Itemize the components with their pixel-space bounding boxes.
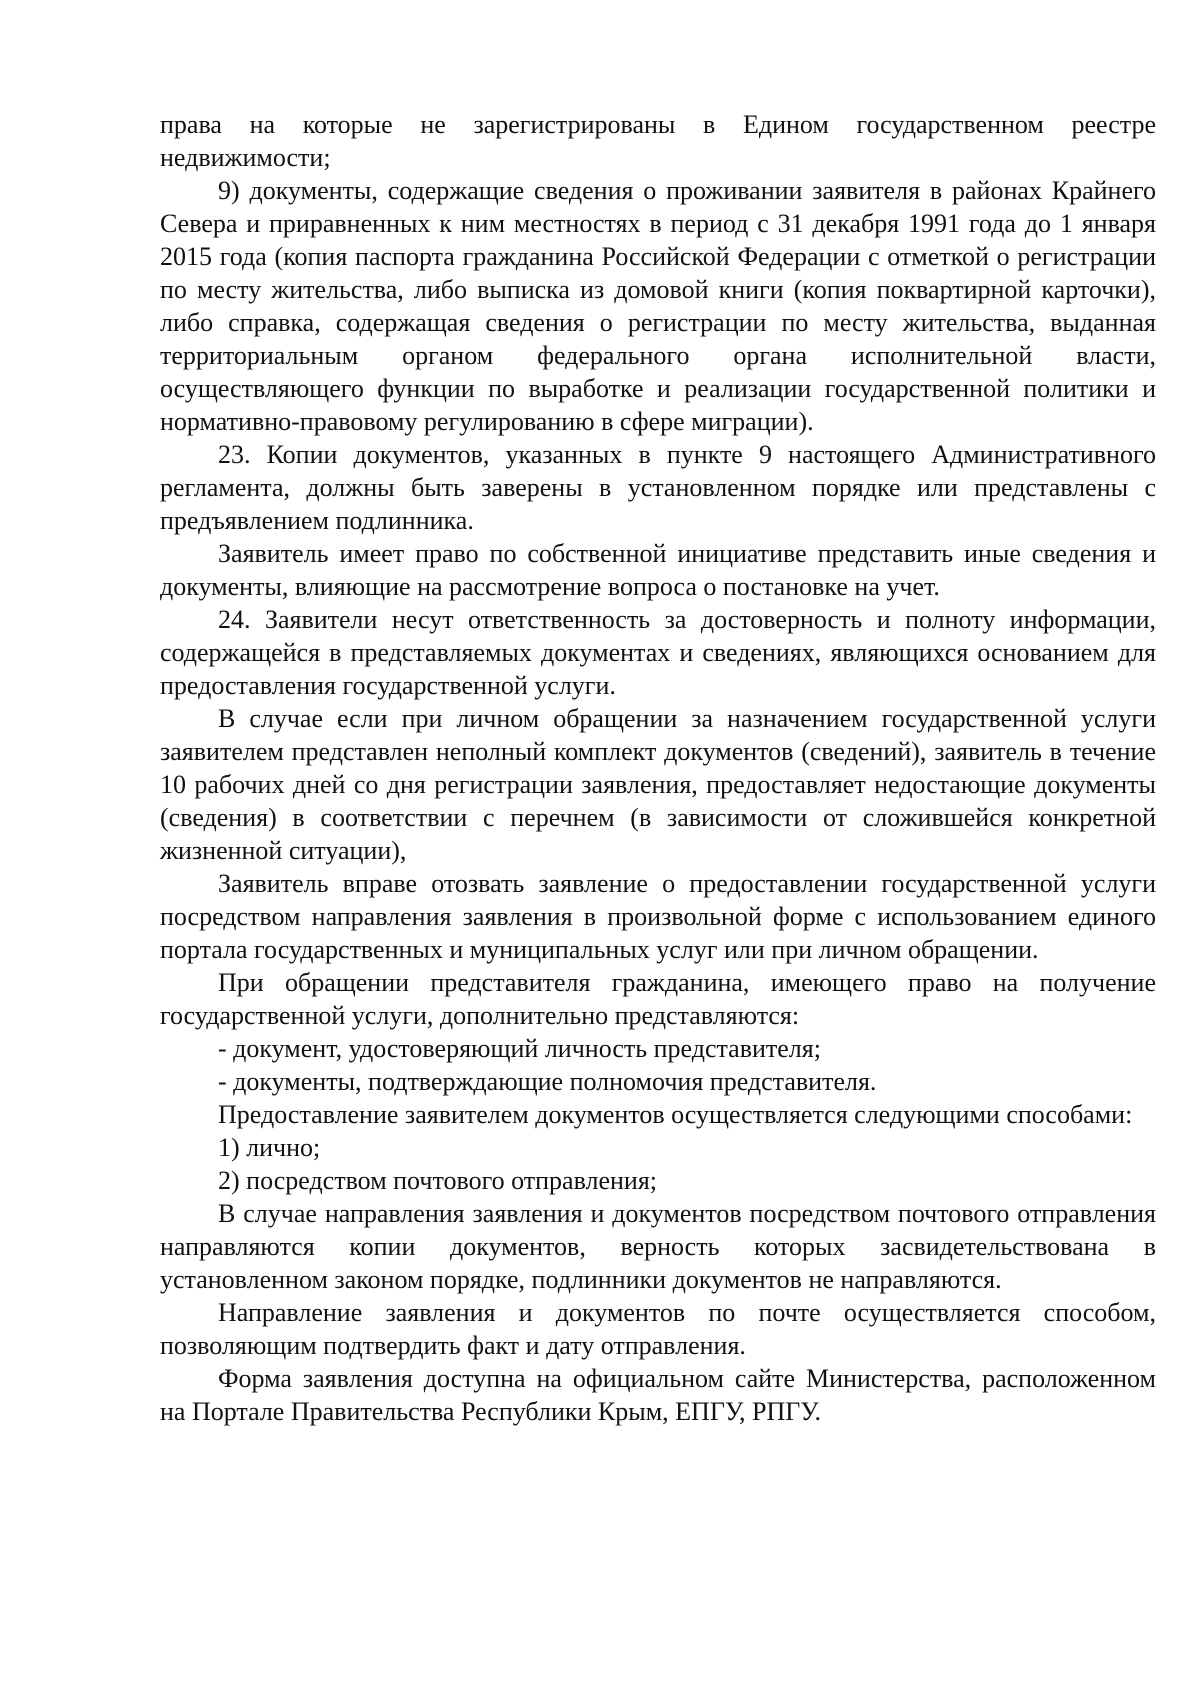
list-item-authority-documents: - документы, подтверждающие полномочия представителя.: [218, 1067, 877, 1096]
paragraph-mail-method: Направление заявления и документов по почте осуществляется способом, позволяющим подтвердить факт и дату отправления.: [160, 1298, 1156, 1360]
paragraph-representative: При обращении представителя гражданина, имеющего право на получение государственной услуги, дополнительно представляются:: [160, 968, 1156, 1030]
paragraph-form-availability: Форма заявления доступна на официальном сайте Министерства, расположенном на Портале Правительства Республики Крым, ЕПГУ, РПГУ.: [160, 1364, 1156, 1426]
document-page: [160, 108, 1156, 1428]
paragraph-clause-23: 23. Копии документов, указанных в пункте 9 настоящего Административного регламента, должны быть заверены в установленном порядке или представлены с предъявлением подлинника.: [160, 440, 1156, 535]
list-item-identity-document: - документ, удостоверяющий личность представителя;: [218, 1034, 821, 1063]
paragraph-continuation: права на которые не зарегистрированы в Едином государственном реестре недвижимости;: [160, 110, 1156, 172]
list-item-in-person: 1) лично;: [218, 1133, 321, 1162]
paragraph-clause-24: 24. Заявители несут ответственность за достоверность и полноту информации, содержащейся в представляемых документах и сведениях, являющихся основанием для предоставления государственной услуги.: [160, 605, 1156, 700]
paragraph-applicant-right: Заявитель имеет право по собственной инициативе представить иные сведения и документы, влияющие на рассмотрение вопроса о постановке на учет.: [160, 539, 1156, 601]
paragraph-withdraw-application: Заявитель вправе отозвать заявление о предоставлении государственной услуги посредством направления заявления в произвольной форме с использованием единого портала государственных и муниципальных услуг или при личном обращении.: [160, 869, 1156, 964]
paragraph-submission-methods: Предоставление заявителем документов осуществляется следующими способами:: [218, 1100, 1133, 1129]
paragraph-mail-copies: В случае направления заявления и документов посредством почтового отправления направляются копии документов, верность которых засвидетельствована в установленном законом порядке, подлинники документов не направляются.: [160, 1199, 1156, 1294]
paragraph-item-9: 9) документы, содержащие сведения о проживании заявителя в районах Крайнего Севера и приравненных к ним местностях в период с 31 декабря 1991 года до 1 января 2015 года (копия паспорта гражданина Российской Федерации с отметкой о регистрации по месту жительства, либо выписка из домовой книги (копия поквартирной карточки), либо справка, содержащая сведения о регистрации по месту жительства, выданная территориальным органом федерального органа исполнительной власти, осуществляющего функции по выработке и реализации государственной политики и нормативно-правовому регулированию в сфере миграции).: [160, 176, 1156, 436]
list-item-by-mail: 2) посредством почтового отправления;: [218, 1166, 658, 1195]
paragraph-incomplete-set: В случае если при личном обращении за назначением государственной услуги заявителем представлен неполный комплект документов (сведений), заявитель в течение 10 рабочих дней со дня регистрации заявления, предоставляет недостающие документы (сведения) в соответствии с перечнем (в зависимости от сложившейся конкретной жизненной ситуации),: [160, 704, 1156, 865]
